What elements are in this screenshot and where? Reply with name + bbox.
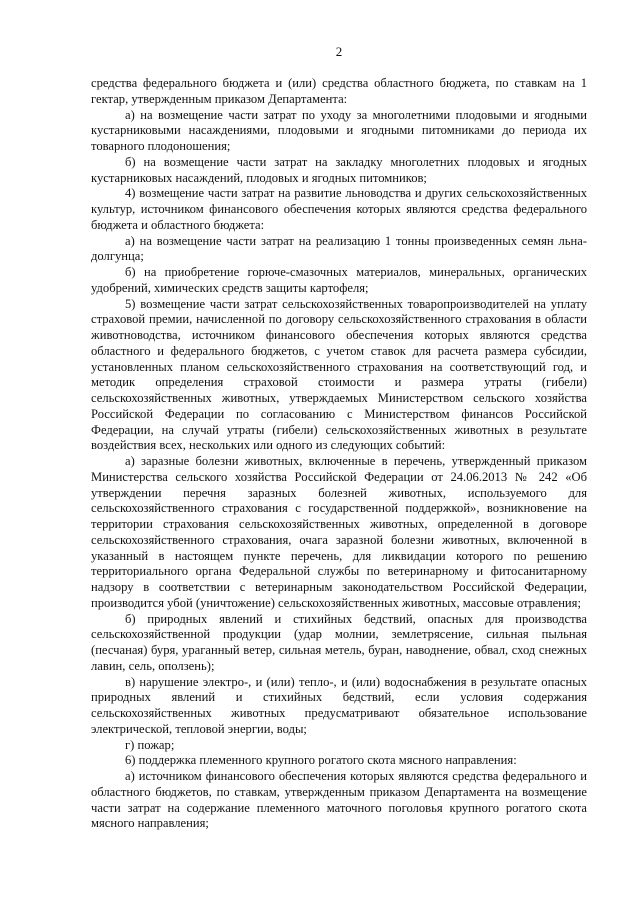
paragraph: 4) возмещение части затрат на развитие льноводства и других сельскохозяйственных культур, источником финансового обеспечения которых являются средства федерального бюджета и областного бюджета: bbox=[91, 186, 587, 232]
paragraph: а) на возмещение части затрат на реализацию 1 тонны произведенных семян льна-долгунца; bbox=[91, 233, 587, 264]
paragraph: средства федерального бюджета и (или) средства областного бюджета, по ставкам на 1 гектар, утвержденным приказом Департамента: bbox=[91, 76, 587, 106]
page-number: 2 bbox=[335, 44, 343, 59]
paragraph: 6) поддержка племенного крупного рогатого скота мясного направления: bbox=[125, 753, 517, 768]
paragraph: г) пожар; bbox=[125, 737, 175, 752]
paragraph: а) источником финансового обеспечения которых являются средства федерального и областного бюджетов, по ставкам, утвержденным приказом Департамента на возмещение части затрат на содержание племенного маточного поголовья крупного рогатого скота мясного направления; bbox=[91, 769, 587, 831]
paragraph: а) заразные болезни животных, включенные в перечень, утвержденный приказом Министерства сельского хозяйства Российской Федерации от 24.06.2013 № 242 «Об утверждении перечня заразных болезней животных, используемого для сельскохозяйственного страхования с государственной поддержкой», возникновение на территории страхования сельскохозяйственных животных, определенной в договоре сельскохозяйственного страхования, очага заразной болезни животных, включенной в указанный в настоящем пункте перечень, для ликвидации которого по решению территориального органа Федеральной службы по ветеринарному и фитосанитарному надзору в соответствии с ветеринарным законодательством Российской Федерации, производится убой (уничтожение) сельскохозяйственных животных, массовые отравления; bbox=[91, 454, 587, 610]
document-body bbox=[91, 76, 587, 832]
paragraph: б) на возмещение части затрат на закладку многолетних плодовых и ягодных кустарниковых насаждений, плодовых и ягодных питомников; bbox=[91, 154, 587, 185]
paragraph: б) природных явлений и стихийных бедствий, опасных для производства сельскохозяйственной продукции (удар молнии, землетрясение, сильная пыльная (песчаная) буря, ураганный ветер, сильная метель, буран, наводнение, обвал, сход снежных лавин, сель, оползень); bbox=[91, 611, 587, 673]
paragraph: в) нарушение электро-, и (или) тепло-, и (или) водоснабжения в результате опасных природных явлений и стихийных бедствий, если условия содержания сельскохозяйственных животных предусматривают обязательное использование электрической, тепловой энергии, воды; bbox=[91, 674, 587, 736]
paragraph: 5) возмещение части затрат сельскохозяйственных товаропроизводителей на уплату страховой премии, начисленной по договору сельскохозяйственного страхования в области животноводства, источником финансового обеспечения которых являются средства областного и федерального бюджетов, с учетом ставок для расчета размера субсидии, установленных планом сельскохозяйственного страхования на соответствующий год, и методик определения страховой стоимости и размера утраты (гибели) сельскохозяйственных животных, утверждаемых Министерством сельского хозяйства Российской Федерации по согласованию с Министерством финансов Российской Федерации, на случай утраты (гибели) сельскохозяйственных животных в результате воздействия всех, нескольких или одного из следующих событий: bbox=[91, 296, 587, 453]
paragraph: б) на приобретение горюче-смазочных материалов, минеральных, органических удобрений, химических средств защиты картофеля; bbox=[91, 265, 587, 295]
paragraph: а) на возмещение части затрат по уходу за многолетними плодовыми и ягодными кустарниковыми насаждениями, плодовыми и ягодными питомниками до периода их товарного плодоношения; bbox=[91, 107, 587, 153]
